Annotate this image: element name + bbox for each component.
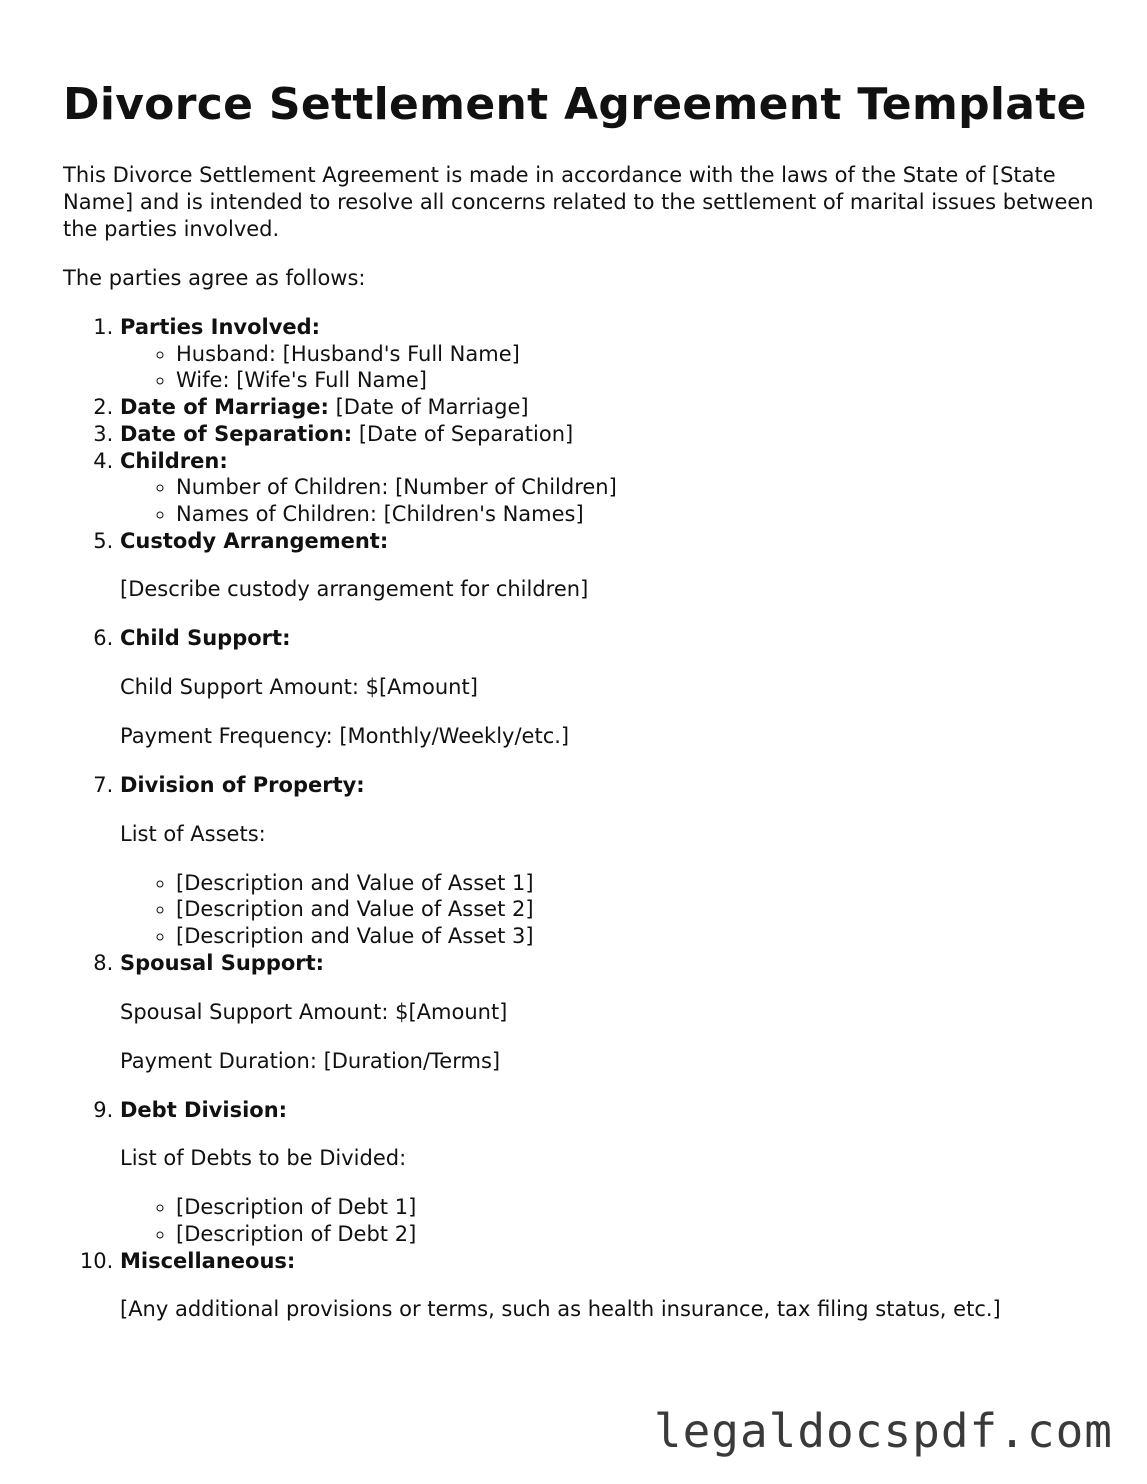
section-custody [120,528,1103,604]
section-label: Miscellaneous: [120,1248,296,1273]
section-label: Custody Arrangement: [120,528,389,553]
intro-paragraph: This Divorce Settlement Agreement is made in accordance with the laws of the State of [State Name] and is intended to resolve all concerns related to the settlement of marital issues between the parties involved. [63,163,1094,241]
section-label: Debt Division: [120,1097,288,1122]
sections-list [63,314,1103,1323]
assets-list [120,870,1103,950]
parties-list [120,341,1103,394]
section-parties [120,314,1103,394]
section-label: Child Support: [120,626,291,651]
watermark: legaldocspdf.com [653,1404,1113,1458]
document-page [63,78,1103,1345]
list-item: ◦ [Description of Debt 1] [176,1194,1103,1221]
section-debt [120,1097,1103,1248]
section-text: Payment Frequency: [Monthly/Weekly/etc.] [120,724,570,749]
section-text: Payment Duration: [Duration/Terms] [120,1048,501,1073]
section-separation [120,421,1103,448]
section-label: Division of Property: [120,773,365,798]
list-item: ◦ [Description and Value of Asset 1] [176,870,1103,897]
list-item: ◦ Number of Children: [Number of Children] [176,474,1103,501]
section-text: [Describe custody arrangement for children] [120,577,589,602]
list-item: ◦ [Description and Value of Asset 2] [176,896,1103,923]
section-child-support [120,625,1103,750]
section-label: Parties Involved: [120,315,321,339]
section-spousal-support [120,950,1103,1075]
section-text: Spousal Support Amount: $[Amount] [120,999,508,1024]
children-list [120,474,1103,527]
section-label: Date of Marriage: [120,395,329,420]
section-marriage [120,394,1103,421]
debts-list [120,1194,1103,1247]
section-text: List of Assets: [120,821,266,846]
list-item: ◦ [Description and Value of Asset 3] [176,923,1103,950]
list-item: ◦ Wife: [Wife's Full Name] [176,367,1103,394]
section-label: Date of Separation: [120,421,353,446]
section-text: List of Debts to be Divided: [120,1146,407,1171]
section-children [120,448,1103,528]
section-value: [Date of Marriage] [328,395,529,420]
page-title: Divorce Settlement Agreement Template [63,79,1087,130]
section-label: Children: [120,448,228,473]
agree-line: The parties agree as follows: [63,266,366,290]
section-text: [Any additional provisions or terms, such as health insurance, tax filing status, etc.] [120,1297,1001,1322]
section-text: Child Support Amount: $[Amount] [120,675,478,700]
section-value: [Date of Separation] [352,421,574,446]
section-property [120,772,1103,950]
section-misc [120,1248,1103,1324]
list-item: ◦ Husband: [Husband's Full Name] [176,341,1103,368]
section-label: Spousal Support: [120,950,325,975]
list-item: ◦ [Description of Debt 2] [176,1221,1103,1248]
list-item: ◦ Names of Children: [Children's Names] [176,501,1103,528]
